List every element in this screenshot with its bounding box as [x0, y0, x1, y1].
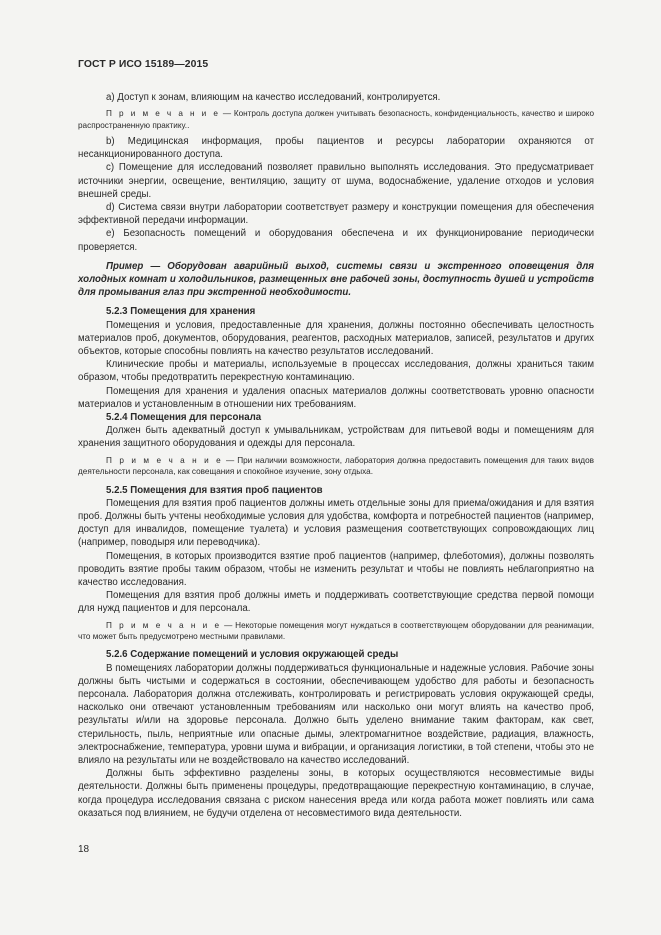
paragraph-first-aid: Помещения для взятия проб должны иметь и поддерживать соответствующие средства первой помощи для нужд пациентов и для персонала. [78, 590, 594, 615]
note-text: — Некоторые помещения могут нуждаться в соответствующем оборудовании для реанимации, что может быть предусмотрено местными правилами. [78, 620, 594, 641]
paragraph-d: d) Система связи внутри лаборатории соответствует размеру и конструкции помещения для обеспечения эффективной передачи информации. [78, 202, 594, 227]
paragraph-zone-separation: Должны быть эффективно разделены зоны, в которых осуществляются несовместимые виды деятельности. Должны быть применены процедуры, предотвращающие перекрестную контаминацию, в случае, когда процедура исследования связана с риском нанесения вреда или когда работа может повлиять или сама оказаться под влиянием, не будучи отделена от несовместимого вида деятельности. [78, 768, 594, 819]
note-label: П р и м е ч а н и е [106, 620, 222, 630]
note-label: П р и м е ч а н и е [106, 109, 221, 119]
paragraph-sampling-zones: Помещения для взятия проб пациентов должны иметь отдельные зоны для приема/ожидания и для взятия проб. Должны быть учтены необходимые условия для удобства, комфорта и потребностей пациентов (например, доступ для инвалидов, помещение туалета) и условия размещения соответствующих сопровождающих лиц (например, поводыря или переводчика). [78, 497, 594, 549]
paragraph-staff-facilities: Должен быть адекватный доступ к умывальникам, устройствам для питьевой воды и помещениям для хранения защитного оборудования и одежды для персонала. [78, 425, 594, 450]
document-header: ГОСТ Р ИСО 15189—2015 [78, 59, 209, 70]
page-number: 18 [78, 844, 90, 855]
paragraph-phlebotomy: Помещения, в которых производится взятие проб пациентов (например, флеботомия), должны позволять проводить взятие пробы таким образом, чтобы не изменить результат и чтобы не повлиять неблагоприятно на качество исследования. [78, 550, 594, 588]
paragraph-storage-integrity: Помещения и условия, предоставленные для хранения, должны постоянно обеспечивать целостность материалов проб, документов, оборудования, реагентов, расходных материалов, записей, результатов и других объектов, которые способны повлиять на качество результатов исследований. [78, 319, 594, 358]
note-label: П р и м е ч а н и е [106, 455, 223, 465]
paragraph-a: a) Доступ к зонам, влияющим на качество исследований, контролируется. [106, 92, 441, 103]
paragraph-b: b) Медицинская информация, пробы пациентов и ресурсы лаборатории охраняются от несанкционированного доступа. [78, 136, 594, 161]
note-text: — При наличии возможности, лаборатория должна предоставить помещения для таких видов деятельности персонала, как совещания и спокойное изучение, зону отдыха. [78, 455, 594, 477]
note-resuscitation [78, 620, 594, 643]
section-heading-5-2-6: 5.2.6 Содержание помещений и условия окружающей среды [106, 649, 399, 661]
paragraph-hazardous-materials: Помещения для хранения и удаления опасных материалов должны соответствовать уровню опасности материалов и установленным в отношении них требованиям. [78, 385, 594, 410]
paragraph-c: c) Помещение для исследований позволяет правильно выполнять исследования. Это предусматривает источники энергии, освещение, вентиляцию, защиту от шума, водоснабжение, удаление отходов и условия внешней среды. [78, 162, 594, 200]
section-heading-5-2-3: 5.2.3 Помещения для хранения [106, 306, 256, 318]
paragraph-environment-conditions: В помещениях лаборатории должны поддерживаться функциональные и надежные условия. Рабочие зоны должны быть чистыми и содержаться в состоянии, обеспечивающем удобство для работы и безопасность персонала. Лаборатория должна отслеживать, контролировать и регистрировать условия окружающей среды, насколько они отвечают установленным требованиям или насколько они могут влиять на качество проб, результаты и/или на здоровье персонала. Должно быть уделено внимание таким факторам, как свет, стерильность, пыль, неприятные или опасные дымы, электромагнитное воздействие, радиация, влажность, электроснабжение, температура, уровни шума и вибрации, и организация логистики, в той степени, чтобы это не влияло на результаты или не воздействовало на качество исследований. [78, 662, 594, 766]
note-access-control [78, 108, 594, 131]
paragraph-clinical-samples: Клинические пробы и материалы, используемые в процессах исследования, должны храниться таким образом, чтобы предотвратить перекрестную контаминацию. [78, 359, 594, 384]
section-heading-5-2-4: 5.2.4 Помещения для персонала [106, 412, 262, 424]
example-emergency-exit: Пример — Оборудован аварийный выход, системы связи и экстренного оповещения для холодных комнат и холодильников, размещенных вне рабочей зоны, доступность душей и устройств для промывания глаз при экстренной необходимости. [78, 260, 594, 299]
note-text: — Контроль доступа должен учитывать безопасность, конфиденциальность, качество и широко распространенную практику.. [78, 109, 594, 130]
section-heading-5-2-5: 5.2.5 Помещения для взятия проб пациентов [106, 484, 323, 496]
paragraph-e: e) Безопасность помещений и оборудования обеспечена и их функционирование периодически проверяется. [78, 228, 594, 253]
note-staff-rest [78, 455, 594, 478]
document-body [78, 91, 594, 820]
